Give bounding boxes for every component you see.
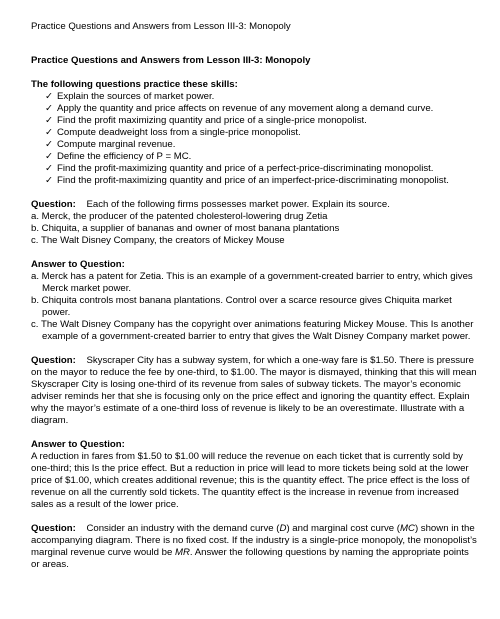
question-item: a. Merck, the producer of the patented cholesterol-lowering drug Zetia bbox=[31, 211, 328, 222]
question-1 bbox=[31, 199, 477, 247]
question-text: Each of the following firms possesses market power. Explain its source. bbox=[86, 199, 390, 210]
answer-1 bbox=[31, 259, 477, 343]
skill-item: ✓ Explain the sources of market power. bbox=[45, 91, 215, 102]
answer-label: Answer to Question: bbox=[31, 259, 125, 270]
checkmark-icon: ✓ bbox=[45, 163, 54, 174]
checkmark-icon: ✓ bbox=[45, 151, 54, 162]
question-text: Consider an industry with the demand curve ( bbox=[86, 523, 280, 534]
skill-item: ✓ Compute marginal revenue. bbox=[45, 139, 176, 150]
question-3 bbox=[31, 523, 477, 571]
document-title: Practice Questions and Answers from Lesson III-3: Monopoly bbox=[31, 55, 311, 66]
document-page bbox=[31, 0, 477, 571]
page-header: Practice Questions and Answers from Lesson III-3: Monopoly bbox=[31, 21, 291, 32]
skill-item: ✓ Apply the quantity and price affects on revenue of any movement along a demand curve. bbox=[45, 103, 434, 114]
answer-label: Answer to Question: bbox=[31, 439, 125, 450]
question-item: b. Chiquita, a supplier of bananas and owner of most banana plantations bbox=[31, 223, 340, 234]
answer-text: A reduction in fares from $1.50 to $1.00 will reduce the revenue on each ticket that is currently sold by one-third; this Is the price effect. But a reduction in price will lead to more tickets being sold at the lower price of $1.00, which creates additional revenue; this is the quantity effect. The price effect is the loss of revenue on all the currently sold tickets. The quantity effect is the increase in revenue from increased sales as a result of the lower price. bbox=[31, 451, 470, 510]
skill-item: ✓ Find the profit maximizing quantity and price of a single-price monopolist. bbox=[45, 115, 367, 126]
checkmark-icon: ✓ bbox=[45, 91, 54, 102]
question-label: Question: bbox=[31, 355, 76, 366]
skill-item: ✓ Find the profit-maximizing quantity and price of an imperfect-price-discriminating monopolist. bbox=[45, 175, 449, 186]
question-label: Question: bbox=[31, 199, 76, 210]
answer-item: b. Chiquita controls most banana plantations. Control over a scarce resource gives Chiquita market power. bbox=[31, 295, 452, 318]
checkmark-icon: ✓ bbox=[45, 127, 54, 138]
question-label: Question: bbox=[31, 523, 76, 534]
question-text: ) and marginal cost curve ( bbox=[286, 523, 401, 534]
marginal-cost-symbol: MC bbox=[400, 523, 415, 534]
question-item: c. The Walt Disney Company, the creators of Mickey Mouse bbox=[31, 235, 285, 246]
question-text: Skyscraper City has a subway system, for which a one-way fare is $1.50. There is pressure on the mayor to reduce the fee by one-third, to $1.00. The mayor is dismayed, thinking that this will mean Skyscraper City is losing one-third of its revenue from sales of subway tickets. The mayor’s economic adviser reminds her that she is focusing only on the price effect and ignoring the quantity effect. Explain why the mayor’s estimate of a one-third loss of revenue is likely to be an overestimate. Illustrate with a diagram. bbox=[31, 355, 477, 426]
checkmark-icon: ✓ bbox=[45, 139, 54, 150]
question-2 bbox=[31, 355, 477, 427]
answer-item: c. The Walt Disney Company has the copyright over animations featuring Mickey Mouse. This Is another example of a government-created barrier to entry that gives the Walt Disney Company market power. bbox=[31, 319, 474, 342]
skill-item: ✓ Find the profit-maximizing quantity and price of a perfect-price-discriminating monopolist. bbox=[45, 163, 434, 174]
question-text: ) shown in the accompanying diagram. There is no fixed cost. If the industry is a single-price monopoly, the monopolist’s marginal revenue curve would be bbox=[31, 523, 477, 558]
checkmark-icon: ✓ bbox=[45, 103, 54, 114]
demand-curve-symbol: D bbox=[279, 523, 287, 534]
marginal-revenue-symbol: MR bbox=[175, 547, 190, 558]
checkmark-icon: ✓ bbox=[45, 175, 54, 186]
question-text: . Answer the following questions by naming the appropriate points or areas. bbox=[31, 547, 469, 570]
skill-item: ✓ Define the efficiency of P = MC. bbox=[45, 151, 192, 162]
answer-2 bbox=[31, 439, 477, 511]
answer-item: a. Merck has a patent for Zetia. This is an example of a government-created barrier to entry, which gives Merck market power. bbox=[31, 271, 473, 294]
skills-list bbox=[31, 91, 477, 187]
skills-heading: The following questions practice these skills: bbox=[31, 79, 238, 90]
checkmark-icon: ✓ bbox=[45, 115, 54, 126]
skill-item: ✓ Compute deadweight loss from a single-price monopolist. bbox=[45, 127, 301, 138]
